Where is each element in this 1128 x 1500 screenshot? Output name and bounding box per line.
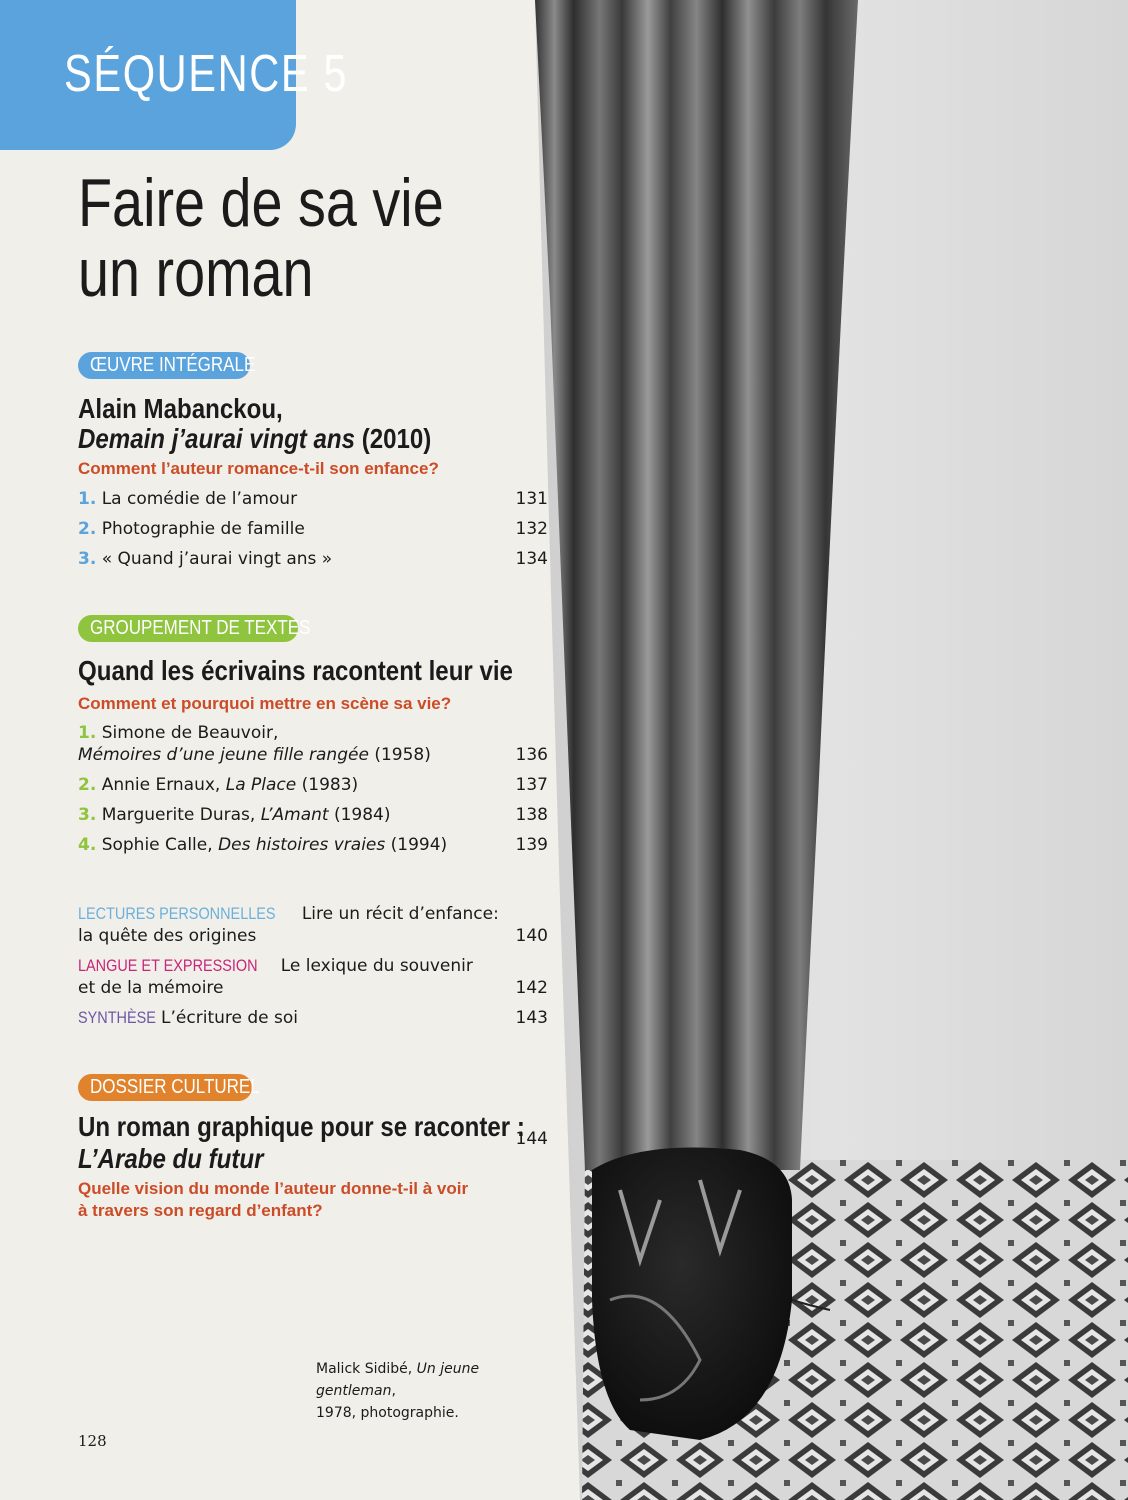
groupement-heading: Quand les écrivains racontent leur vie bbox=[78, 655, 513, 686]
title-line-1: Faire de sa vie bbox=[78, 165, 444, 241]
photo-caption: Malick Sidibé, Un jeune gentleman, 1978, photographie. bbox=[316, 1361, 480, 1421]
oeuvre-work: Demain j’aurai vingt ans bbox=[78, 423, 356, 454]
groupement-item[interactable]: 3. Marguerite Duras, L’Amant (1984) 138 bbox=[78, 805, 548, 825]
oeuvre-item[interactable]: 3. « Quand j’aurai vingt ans » 134 bbox=[78, 549, 548, 569]
groupement-item[interactable]: 1. Simone de Beauvoir, Mémoires d’une jeune fille rangée (1958) 136 bbox=[78, 723, 548, 765]
synthese-item[interactable]: SYNTHÈSE L’écriture de soi 143 bbox=[78, 1008, 548, 1028]
oeuvre-item[interactable]: 1. La comédie de l’amour 131 bbox=[78, 489, 548, 509]
oeuvre-work-line bbox=[78, 422, 431, 456]
oeuvre-item[interactable]: 2. Photographie de famille 132 bbox=[78, 519, 548, 539]
oeuvre-year: (2010) bbox=[361, 423, 432, 454]
dossier-heading-line-2: L’Arabe du futur bbox=[78, 1143, 264, 1174]
title-line-2: un roman bbox=[78, 235, 314, 311]
oeuvre-badge: ŒUVRE INTÉGRALE bbox=[78, 352, 250, 379]
dossier-question-line-2: à travers son regard d’enfant? bbox=[78, 1201, 323, 1220]
groupement-item[interactable]: 2. Annie Ernaux, La Place (1983) 137 bbox=[78, 775, 548, 795]
groupement-badge: GROUPEMENT DE TEXTES bbox=[78, 615, 298, 642]
dossier-badge: DOSSIER CULTUREL bbox=[78, 1074, 252, 1101]
oeuvre-question: Comment l’auteur romance-t-il son enfance? bbox=[78, 459, 439, 478]
groupement-question: Comment et pourquoi mettre en scène sa vie? bbox=[78, 694, 452, 713]
groupement-item[interactable]: 4. Sophie Calle, Des histoires vraies (1994) 139 bbox=[78, 835, 548, 855]
page-number: 128 bbox=[78, 1432, 107, 1450]
langue-item[interactable]: LANGUE ET EXPRESSION Le lexique du souvenir et de la mémoire 142 bbox=[78, 956, 548, 998]
oeuvre-author: Alain Mabanckou, bbox=[78, 393, 283, 424]
sequence-label: SÉQUENCE 5 bbox=[64, 45, 349, 103]
lectures-item[interactable]: LECTURES PERSONNELLES Lire un récit d’enfance: la quête des origines 140 bbox=[78, 904, 548, 946]
sequence-tab bbox=[0, 0, 349, 150]
page-title bbox=[78, 165, 444, 311]
dossier-question-line-1: Quelle vision du monde l’auteur donne-t-il à voir bbox=[78, 1179, 469, 1198]
dossier-heading-line-1: Un roman graphique pour se raconter : bbox=[78, 1111, 525, 1142]
dossier-page: 144 bbox=[515, 1129, 548, 1149]
